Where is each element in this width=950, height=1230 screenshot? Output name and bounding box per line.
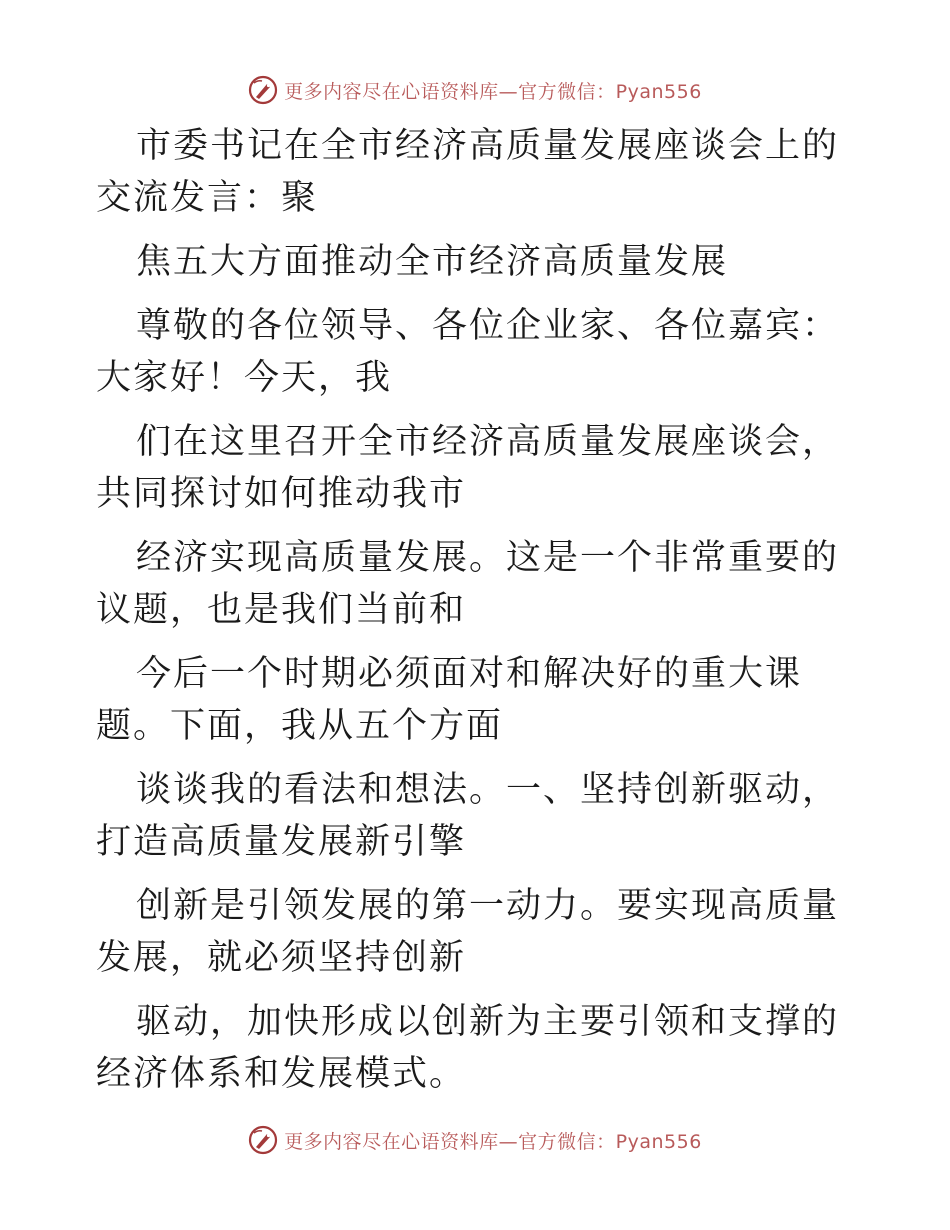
paragraph-9: 驱动，加快形成以创新为主要引领和支撑的经济体系和发展模式。 (96, 1002, 840, 1094)
header-banner-text: 更多内容尽在心语资料库—官方微信：Pyan556 (284, 80, 702, 103)
paragraph-5: 经济实现高质量发展。这是一个非常重要的议题，也是我们当前和 (96, 538, 840, 630)
pen-nib-logo-icon (248, 1125, 278, 1155)
paragraph-4: 们在这里召开全市经济高质量发展座谈会，共同探讨如何推动我市 (96, 422, 840, 514)
header-banner (0, 70, 950, 110)
paragraph-3: 尊敬的各位领导、各位企业家、各位嘉宾：大家好！今天，我 (96, 306, 840, 398)
document-body (96, 120, 856, 1112)
pen-nib-logo-icon (248, 75, 278, 105)
paragraph-8: 创新是引领发展的第一动力。要实现高质量发展，就必须坚持创新 (96, 886, 840, 978)
paragraph-1: 市委书记在全市经济高质量发展座谈会上的交流发言：聚 (96, 126, 840, 218)
paragraph-2: 焦五大方面推动全市经济高质量发展 (136, 242, 729, 282)
footer-banner (0, 1120, 950, 1160)
footer-banner-text: 更多内容尽在心语资料库—官方微信：Pyan556 (284, 1130, 702, 1153)
paragraph-6: 今后一个时期必须面对和解决好的重大课题。下面，我从五个方面 (96, 654, 803, 746)
paragraph-7: 谈谈我的看法和想法。一、坚持创新驱动，打造高质量发展新引擎 (96, 770, 840, 862)
